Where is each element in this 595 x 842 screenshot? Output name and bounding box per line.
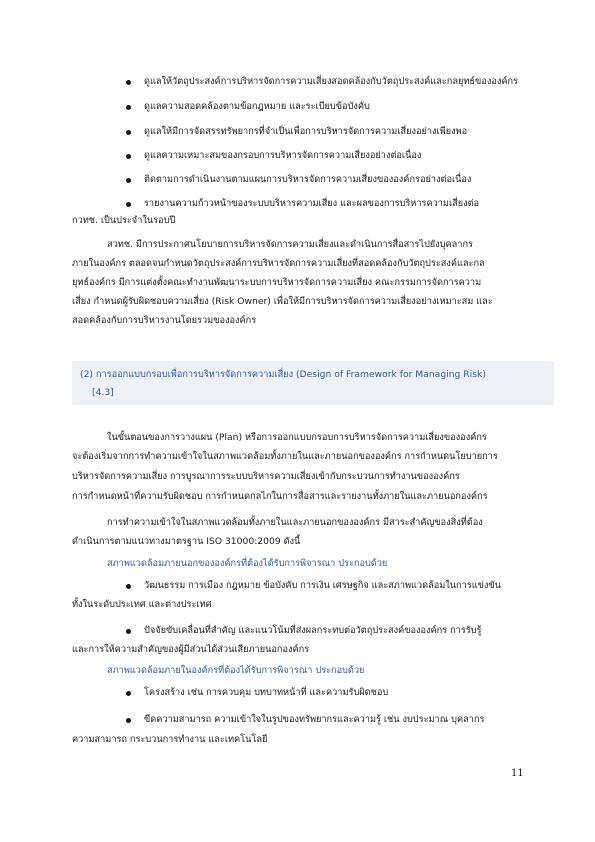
paragraph-line: เสี่ยง กำหนดผู้รับผิดชอบความเสี่ยง (Risk Owner) เพื่อให้มีการบริหารจัดการความเสี่ยงอย่างเหมาะสม และ (72, 296, 493, 307)
paragraph-line: การทำความเข้าใจในสภาพแวดล้อมทั้งภายในและภายนอกขององค์กร มีสาระสำคัญของสิ่งที่ต้อง (107, 517, 483, 528)
paragraph-line: ภายในองค์กร ตลอดจนกำหนดวัตถุประสงค์การบริหารจัดการความเสี่ยงที่สอดคล้องกับวัตถุประสงค์และกล (72, 258, 485, 269)
bullet-marker (126, 80, 131, 85)
section-heading-ref: [4.3] (92, 387, 114, 398)
paragraph-line: ยุทธ์องค์กร มีการแต่งตั้งคณะทำงานพัฒนาระบบการบริหารจัดการความเสี่ยง คณะกรรมการจัดการความ (72, 277, 482, 288)
bullet-item-continuation: และการให้ความสำคัญของผู้มีส่วนได้ส่วนเสียภายนอกองค์กร (72, 644, 310, 655)
bullet-marker (126, 154, 131, 159)
bullet-marker (126, 584, 131, 589)
paragraph-line: สอดคล้องกับการบริหารงานโดยรวมขององค์กร (72, 315, 257, 326)
bullet-item: ดูแลให้วัตถุประสงค์การบริหารจัดการความเสี่ยงสอดคล้องกับวัตถุประสงค์และกลยุทธ์ขององค์กร (144, 76, 518, 87)
paragraph-line: บริหารจัดการความเสี่ยง การบูรณาการระบบบริหารความเสี่ยงเข้ากับกระบวนการทำงานขององค์กร (72, 471, 460, 482)
bullet-marker (126, 202, 131, 207)
paragraph-line: จะต้องเริ่มจากการทำความเข้าใจในสภาพแวดล้อมทั้งภายในและภายนอกขององค์กร การกำหนดนโยบายการ (72, 451, 498, 462)
bullet-item: ติดตามการดำเนินงานตามแผนการบริหารจัดการความเสี่ยงขององค์กรอย่างต่อเนื่อง (144, 174, 472, 185)
bullet-marker (126, 178, 131, 183)
bullet-marker (126, 629, 131, 634)
paragraph-line: ดำเนินการตามแนวทางมาตรฐาน ISO 31000:2009 ดังนี้ (72, 536, 301, 547)
bullet-marker (126, 105, 131, 110)
bullet-item: ดูแลความสอดคล้องตามข้อกฎหมาย และระเบียบข้อบังคับ (144, 101, 370, 112)
bullet-item: ขีดความสามารถ ความเข้าใจในรูปของทรัพยากรและความรู้ เช่น งบประมาณ บุคลากร (144, 714, 485, 725)
bullet-item: รายงานความก้าวหน้าของระบบบริหารความเสี่ยง และผลของการบริหารความเสี่ยงต่อ (144, 198, 480, 209)
subheading-internal: สภาพแวดล้อมภายในองค์กรที่ต้องได้รับการพิจารณา ประกอบด้วย (107, 665, 365, 676)
section-heading: (2) การออกแบบกรอบเพื่อการบริหารจัดการความเสี่ยง (Design of Framework for Managing Risk) (80, 369, 486, 380)
paragraph-line: ในขั้นตอนของการวางแผน (Plan) หรือการออกแบบกรอบการบริหารจัดการความเสี่ยงขององค์กร (107, 432, 487, 443)
paragraph-line: การกำหนดหน้าที่ความรับผิดชอบ การกำหนดกลไกในการสื่อสารและรายงานทั้งภายในและภายนอกองค์กร (72, 491, 488, 502)
bullet-item-continuation: กวทช. เป็นประจำในรอบปี (72, 215, 176, 226)
subheading-external: สภาพแวดล้อมภายนอกขององค์กรที่ต้องได้รับการพิจารณา ประกอบด้วย (107, 558, 388, 569)
bullet-item: โครงสร้าง เช่น การควบคุม บทบาทหน้าที่ และความรับผิดชอบ (144, 687, 389, 698)
bullet-item: ปัจจัยขับเคลื่อนที่สำคัญ และแนวโน้มที่ส่งผลกระทบต่อวัตถุประสงค์ขององค์กร การรับรู้ (144, 625, 482, 636)
bullet-item-continuation: ทั้งในระดับประเทศ และต่างประเทศ (72, 599, 212, 610)
paragraph-line: สวทช. มีการประกาศนโยบายการบริหารจัดการความเสี่ยงและดำเนินการสื่อสารไปยังบุคลากร (107, 239, 473, 250)
bullet-marker (126, 718, 131, 723)
bullet-item: ดูแลความเหมาะสมของกรอบการบริหารจัดการความเสี่ยงอย่างต่อเนื่อง (144, 150, 422, 161)
bullet-marker (126, 691, 131, 696)
bullet-item: ดูแลให้มีการจัดสรรทรัพยากรที่จำเป็นเพื่อการบริหารจัดการความเสี่ยงอย่างเพียงพอ (144, 126, 468, 137)
page-number: 11 (511, 768, 524, 779)
bullet-item: วัฒนธรรม การเมือง กฎหมาย ข้อบังคับ การเงิน เศรษฐกิจ และสภาพแวดล้อมในการแข่งขัน (144, 580, 501, 591)
bullet-item-continuation: ความสามารถ กระบวนการทำงาน และเทคโนโลยี (72, 734, 268, 745)
bullet-marker (126, 130, 131, 135)
